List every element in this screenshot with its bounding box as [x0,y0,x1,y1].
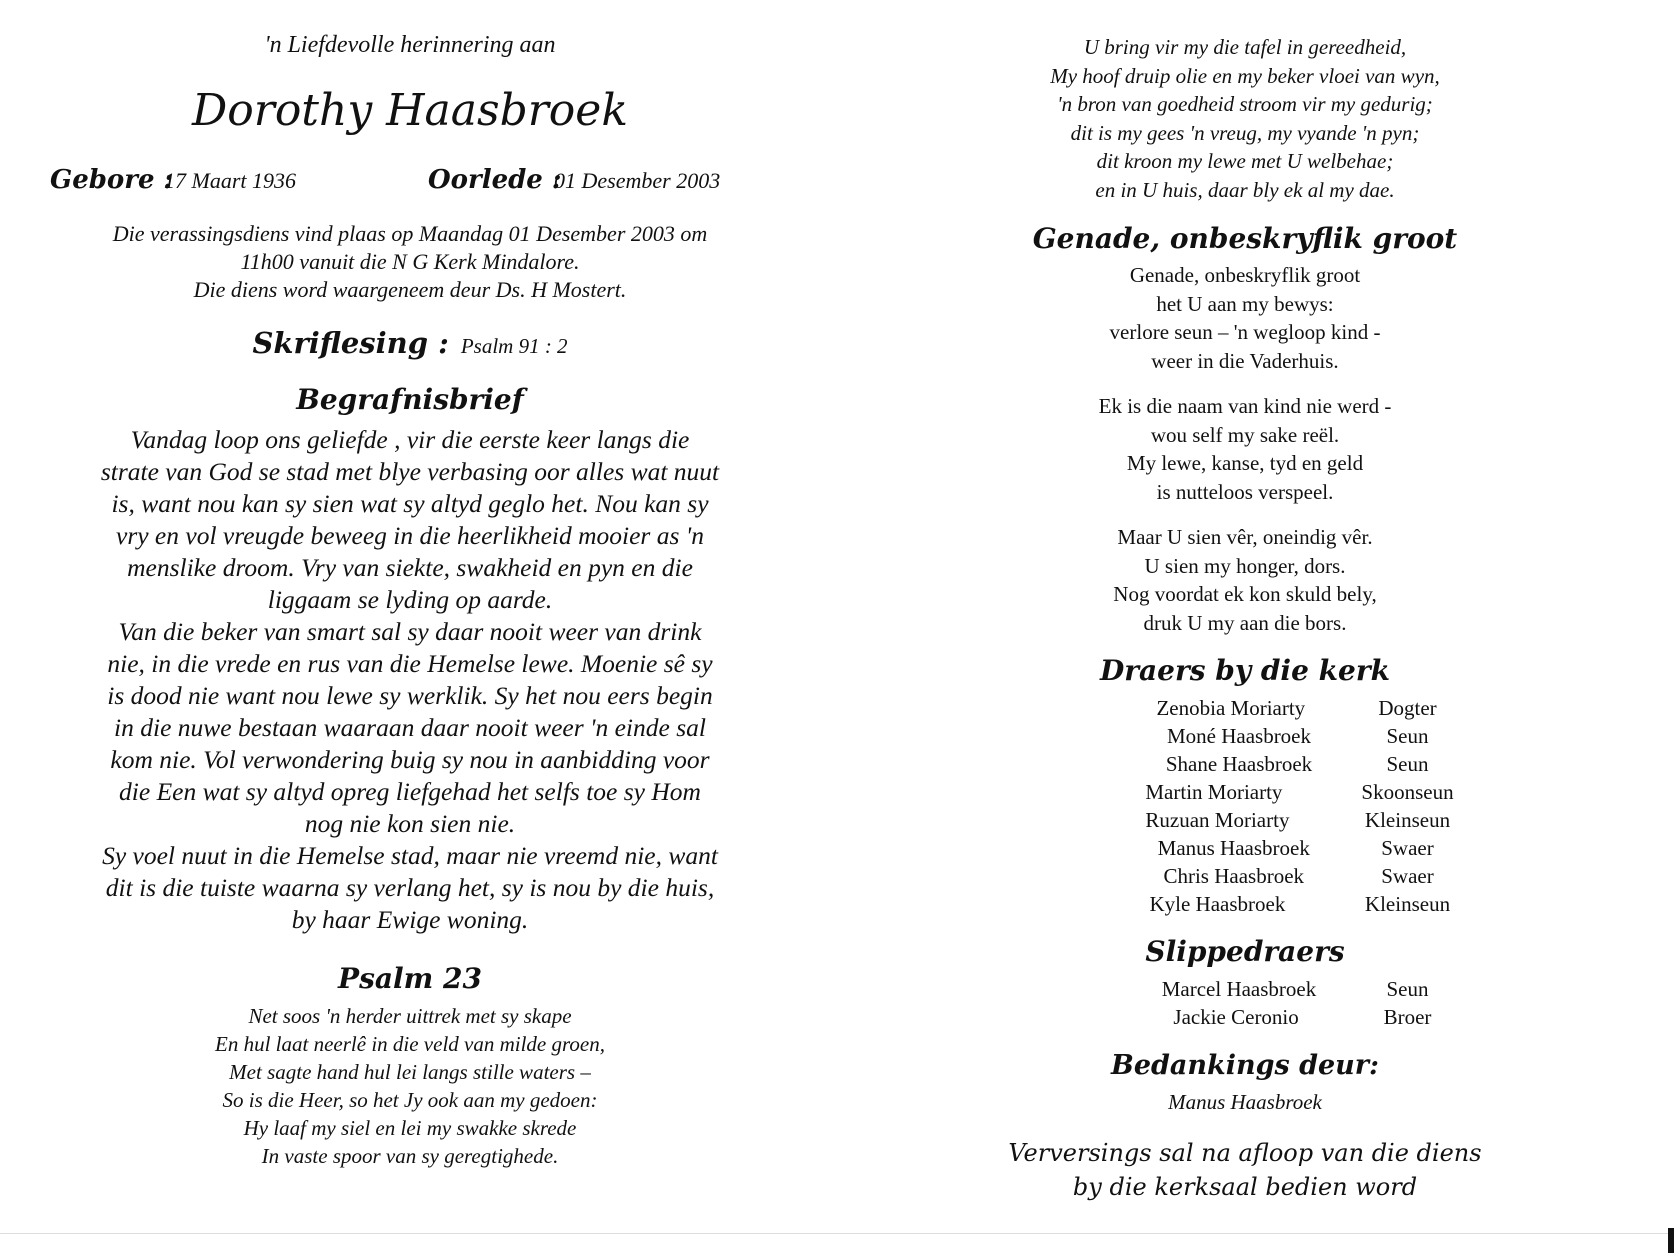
hymn-line: weer in die Vaderhuis. [1151,348,1339,373]
hymn-line: het U aan my bewys: [1156,291,1334,316]
bearer-row [1040,694,1480,722]
letter-line: Vandag loop ons geliefde , vir die eerste keer langs die [130,425,690,454]
died-date: 01 Desember 2003 [554,168,721,193]
psalm-line: dit is my gees 'n vreug, my vyande 'n pyn; [1070,120,1420,145]
psalm-line: 'n bron van goedheid stroom vir my gedurig; [1057,92,1433,116]
bearer-name: Moné Haasbroek [1166,724,1312,748]
bearer-row [1040,806,1480,834]
service-line: 11h00 vanuit die N G Kerk Mindalore. [240,249,580,274]
letter-line: Van die beker van smart sal sy daar nooit weer van drink [118,617,702,646]
psalm-line: In vaste spoor van sy geregtighede. [261,1144,559,1168]
bearer-name: Ruzuan Moriarty [1145,808,1290,832]
bearer-row [1040,862,1480,890]
service-line: Die verassingsdiens vind plaas op Maandag 01 Desember 2003 om [112,221,708,246]
scripture-reference: Psalm 91 : 2 [460,334,568,358]
hymn-line: Maar U sien vêr, oneindig vêr. [1117,525,1373,549]
hymn-line: Ek is die naam van kind nie werd - [1098,394,1392,418]
died-label: Oorlede : [428,165,562,195]
pall-bearer-row [1040,1003,1480,1031]
hymn-line: wou self my sake reël. [1150,422,1340,447]
letter-title: Begrafnisbrief [296,383,524,416]
letter-line: vry en vol vreugde beweeg in die heerlikheid mooier as 'n [116,521,704,550]
letter-line: is dood nie want nou lewe sy werklik. Sy het nou eers begin [107,681,713,710]
bearer-relation: Swaer [1381,836,1434,860]
psalm-line: Net soos 'n herder uittrek met sy skape [248,1004,572,1028]
hymn-stanza-3 [990,523,1500,637]
pall-bearer-row [1040,975,1480,1003]
letter-line: die Een wat sy altyd opreg liefgehad het selfs toe sy Hom [119,777,701,806]
hymn-stanza-1 [990,261,1500,375]
bearer-name: Chris Haasbroek [1163,864,1305,888]
hymn-line: Genade, onbeskryflik groot [1129,263,1361,287]
hymn-stanza-2 [990,392,1500,506]
psalm-line: My hoof druip olie en my beker vloei van wyn, [1050,63,1440,88]
pall-bearers-title: Slippedraers [1145,935,1345,968]
letter-line: strate van God se stad met blye verbasing oor alles wat nuut [100,457,720,486]
bearer-row [1040,750,1480,778]
closing-line: by die kerksaal bedien word [1072,1173,1418,1201]
bearer-relation: Kleinseun [1364,892,1451,916]
bearer-row [1040,834,1480,862]
letter-line: kom nie. Vol verwondering buig sy nou in aanbidding voor [110,745,710,774]
letter-line: menslike droom. Vry van siekte, swakheid en pyn en die [127,553,693,582]
scripture-label: Skriflesing : [252,326,449,360]
hymn-line: Nog voordat ek kon skuld bely, [1113,582,1377,606]
bearer-name: Manus Haasbroek [1157,836,1310,860]
pall-bearer-relation: Broer [1383,1005,1432,1029]
bearer-relation: Kleinseun [1364,808,1451,832]
hymn-line: druk U my aan die bors. [1143,610,1347,635]
letter-line: Sy voel nuut in die Hemelse stad, maar nie vreemd nie, want [102,841,718,870]
hymn-line: verlore seun – 'n wegloop kind - [1109,320,1381,344]
scripture [40,326,780,360]
bearer-name: Shane Haasbroek [1165,752,1313,776]
scan-edge-mark [1668,1228,1674,1253]
letter-line: nog nie kon sien nie. [304,809,516,838]
bearer-name: Zenobia Moriarty [1156,696,1306,720]
psalm-line: en in U huis, daar bly ek al my dae. [1095,177,1395,202]
thanks-title: Bedankings deur: [1111,1050,1379,1081]
service-line: Die diens word waargeneem deur Ds. H Mostert. [193,277,627,302]
psalm-line: En hul laat neerlê in die veld van milde groen, [215,1032,605,1056]
thanks-name: Manus Haasbroek [1168,1090,1322,1114]
pall-bearers-list [1040,975,1480,1031]
letter-line: liggaam se lyding op aarde. [267,585,553,614]
bearer-relation: Dogter [1378,696,1437,720]
hymn-title: Genade, onbeskryflik groot [1032,222,1458,255]
psalm-line: U bring vir my die tafel in gereedheid, [1083,35,1407,59]
bearer-name: Martin Moriarty [1145,780,1283,804]
pall-bearer-name: Jackie Ceronio [1173,1005,1299,1029]
letter-line: by haar Ewige woning. [291,905,529,934]
hymn-line: is nutteloos verspeel. [1156,479,1334,504]
hymn-line: U sien my honger, dors. [1144,553,1346,578]
bearer-name: Kyle Haasbroek [1149,892,1286,916]
psalm-line: dit kroon my lewe met U welbehae; [1096,149,1394,173]
intro-line: 'n Liefdevolle herinnering aan [264,32,556,58]
bearers-title: Draers by die kerk [1100,654,1390,687]
service-info [40,220,780,304]
closing-line: Verversings sal na afloop van die diens [1008,1139,1482,1167]
letter-line: in die nuwe bestaan waaraan daar nooit weer 'n einde sal [114,713,706,742]
closing-note [990,1136,1500,1204]
hymn-line: My lewe, kanse, tyd en geld [1126,451,1364,475]
psalm-title: Psalm 23 [338,962,482,995]
psalm-continued [990,33,1500,204]
bearer-relation: Skoonseun [1361,780,1454,804]
letter-line: is, want nou kan sy sien wat sy altyd geglo het. Nou kan sy [111,489,709,518]
page-edge-line [0,1233,1674,1234]
pall-bearer-name: Marcel Haasbroek [1161,977,1317,1001]
born-date: 17 Maart 1936 [164,168,296,193]
psalm-text [40,1002,780,1170]
funeral-letter [40,424,780,936]
bearer-relation: Seun [1386,752,1429,776]
psalm-line: So is die Heer, so het Jy ook aan my gedoen: [222,1088,598,1112]
bearers-list [1040,694,1480,918]
pall-bearer-relation: Seun [1386,977,1429,1001]
bearer-relation: Seun [1386,724,1429,748]
psalm-line: Hy laaf my siel en lei my swakke skrede [243,1116,577,1140]
bearer-row [1040,722,1480,750]
psalm-line: Met sagte hand hul lei langs stille waters – [229,1060,591,1084]
letter-line: dit is die tuiste waarna sy verlang het, sy is nou by die huis, [105,873,715,902]
bearer-row [1040,890,1480,918]
bearer-row [1040,778,1480,806]
bearer-relation: Swaer [1381,864,1434,888]
letter-line: nie, in die vrede en rus van die Hemelse lewe. Moenie sê sy [107,649,713,678]
born-label: Gebore : [50,165,174,195]
deceased-name: Dorothy Haasbroek [192,85,628,136]
